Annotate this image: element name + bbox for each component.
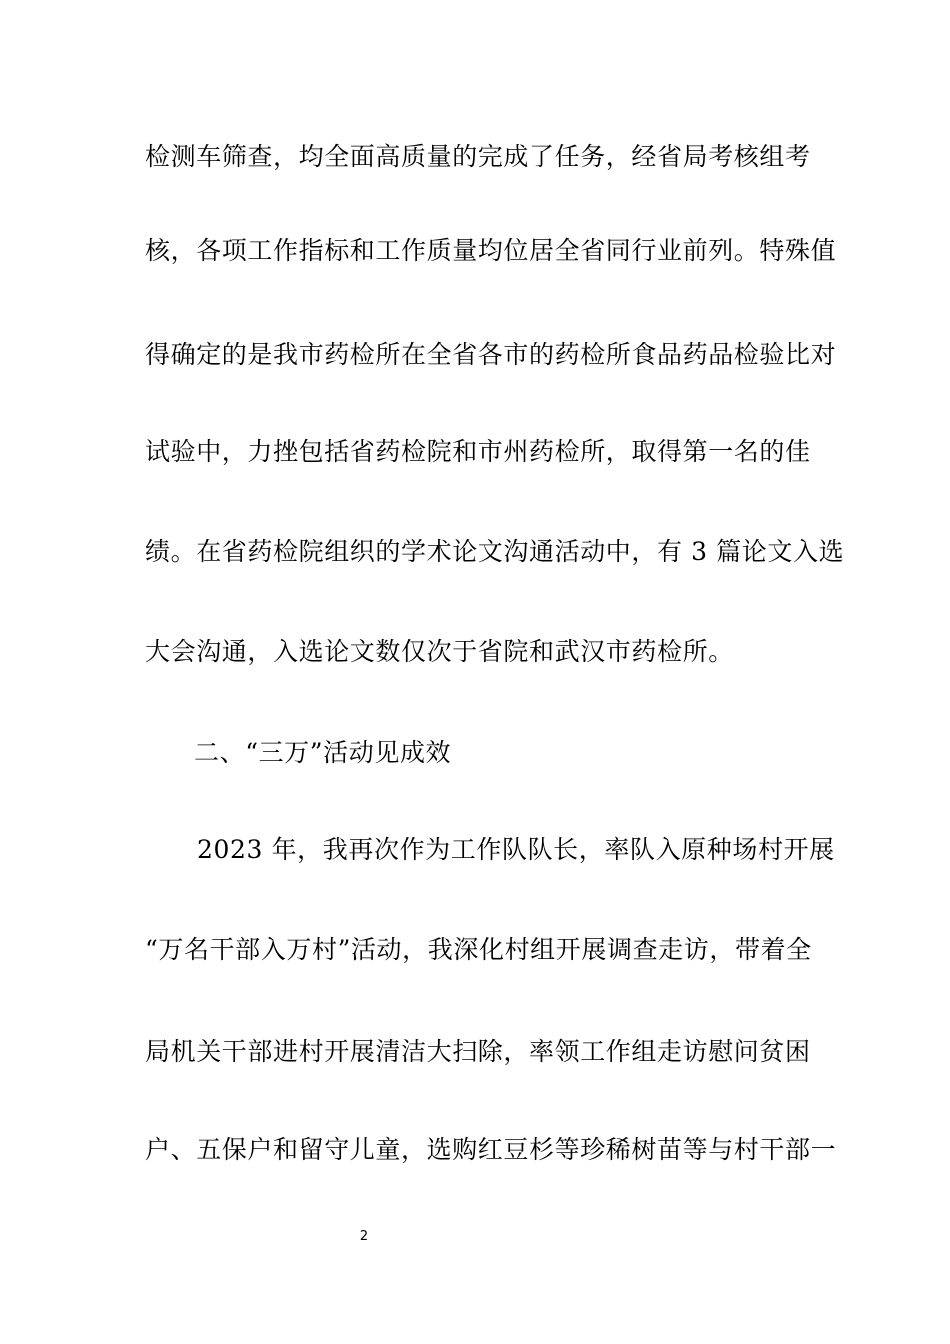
section-heading: 二、“三万”活动见成效 xyxy=(194,738,452,767)
paragraph-line: 检测车筛查，均全面高质量的完成了任务，经省局考核组考 xyxy=(145,142,811,171)
paragraph-line: 大会沟通，入选论文数仅次于省院和武汉市药检所。 xyxy=(145,637,734,666)
paragraph-line: 局机关干部进村开展清洁大扫除，率领工作组走访慰问贫困 xyxy=(145,1037,811,1066)
page-number: 2 xyxy=(359,1229,369,1244)
paragraph-line: 核，各项工作指标和工作质量均位居全省同行业前列。特殊值 xyxy=(145,236,837,265)
paragraph-line: 绩。在省药检院组织的学术论文沟通活动中，有 3 篇论文入选 xyxy=(145,537,845,566)
paragraph-line: 试验中，力挫包括省药检院和市州药检所，取得第一名的佳 xyxy=(145,437,811,466)
paragraph-line: 得确定的是我市药检所在全省各市的药检所食品药品检验比对 xyxy=(145,340,837,369)
paragraph-line: 户、五保户和留守儿童，选购红豆杉等珍稀树苗等与村干部一 xyxy=(145,1135,837,1164)
paragraph-line: 2023 年，我再次作为工作队队长，率队入原种场村开展 xyxy=(197,835,835,864)
paragraph-line: “万名干部入万村”活动，我深化村组开展调查走访，带着全 xyxy=(145,935,812,964)
